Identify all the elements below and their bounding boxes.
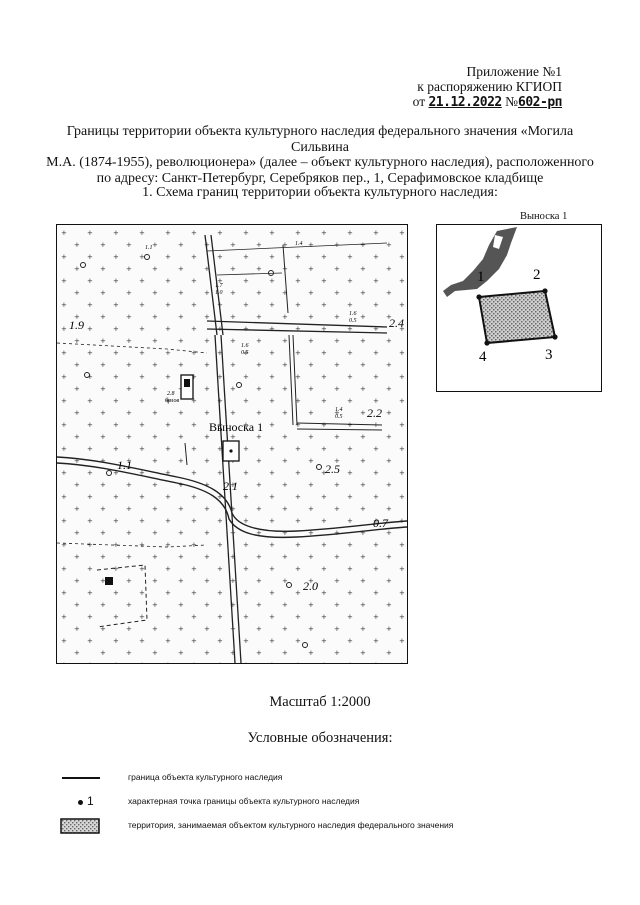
legend-text: граница объекта культурного наследия — [128, 772, 283, 782]
map-small-label: 1.6 — [349, 311, 357, 317]
legend-text: территория, занимаемая объектом культурного наследия федерального значения — [128, 820, 454, 830]
boundary-point — [476, 294, 481, 299]
legend — [60, 770, 600, 842]
appendix-number: 602-рп — [518, 95, 562, 110]
legend-title: Условные обозначения: — [247, 730, 393, 746]
callout-label: Выноска 1 — [209, 420, 264, 434]
contour-label: 0.7 — [373, 516, 388, 530]
section-heading: 1. Схема границ территории объекта культурного наследия: — [142, 185, 498, 200]
inset-drawing — [437, 225, 601, 391]
appendix-line-3 — [413, 94, 562, 110]
contour-label: 1.1 — [117, 458, 132, 472]
contour-label: 1.9 — [69, 318, 84, 332]
map-small-label: 0.5 — [335, 414, 343, 420]
legend-point-symbol — [78, 800, 83, 805]
appendix-line-1: Приложение №1 — [466, 64, 562, 79]
map-scale: Масштаб 1:2000 — [269, 694, 371, 710]
map-small-label: 1.7 — [215, 283, 223, 289]
title-line-3: по адресу: Санкт-Петербург, Серебряков пер., 1, Серафимовское кладбище — [96, 170, 544, 186]
title-line-1: Границы территории объекта культурного наследия федерального значения «Могила Сильвина — [66, 124, 574, 155]
heritage-territory-polygon — [479, 291, 555, 343]
legend-item — [60, 818, 600, 842]
map-small-label: 1.6 — [241, 343, 249, 349]
boundary-point — [484, 340, 489, 345]
appendix-number-sign: № — [505, 94, 519, 109]
map-small-label: 1.1 — [145, 245, 153, 251]
site-map — [56, 224, 408, 664]
map-small-label: 0.5 — [241, 350, 249, 356]
map-small-label: брлов — [165, 398, 180, 404]
contour-label: 2.2 — [367, 406, 382, 420]
site-map-drawing — [57, 225, 407, 663]
boundary-point-label: 2 — [533, 267, 541, 283]
inset-map — [436, 224, 602, 392]
legend-point-number: 1 — [87, 794, 94, 808]
boundary-point-label: 1 — [477, 269, 485, 285]
contour-label: 2.5 — [325, 462, 340, 476]
grave-point — [105, 577, 113, 585]
legend-text: характерная точка границы объекта культурного наследия — [128, 796, 360, 806]
inset-caption: Выноска 1 — [520, 211, 568, 222]
boundary-point-label: 3 — [545, 347, 553, 363]
boundary-point-label: 4 — [479, 349, 487, 365]
document-title — [40, 124, 600, 186]
map-small-label: 1.4 — [295, 241, 303, 247]
boundary-point — [542, 288, 547, 293]
map-small-label: 2.8 — [167, 391, 175, 397]
boundary-point — [552, 334, 557, 339]
contour-label: 2.4 — [389, 316, 404, 330]
legend-hatch-symbol — [60, 818, 100, 834]
contour-label: 2.0 — [303, 579, 318, 593]
legend-item — [60, 770, 600, 794]
appendix-line-2: к распоряжению КГИОП — [417, 79, 562, 94]
legend-item — [60, 794, 600, 818]
appendix-from: от — [412, 94, 426, 109]
map-small-label: 1.4 — [335, 407, 343, 413]
contour-label: 2.1 — [223, 479, 238, 493]
appendix-date: 21.12.2022 — [428, 95, 502, 110]
map-small-label: 1.0 — [215, 290, 223, 296]
legend-line-symbol — [62, 777, 100, 779]
grave-point — [229, 449, 232, 452]
title-line-2: М.А. (1874-1955), революционера» (далее – объект культурного наследия), расположенного — [46, 155, 594, 170]
appendix-header — [413, 64, 562, 110]
neighbor-monument-blob — [443, 227, 517, 297]
monument-structure — [184, 379, 190, 387]
map-small-label: 0.5 — [349, 318, 357, 324]
